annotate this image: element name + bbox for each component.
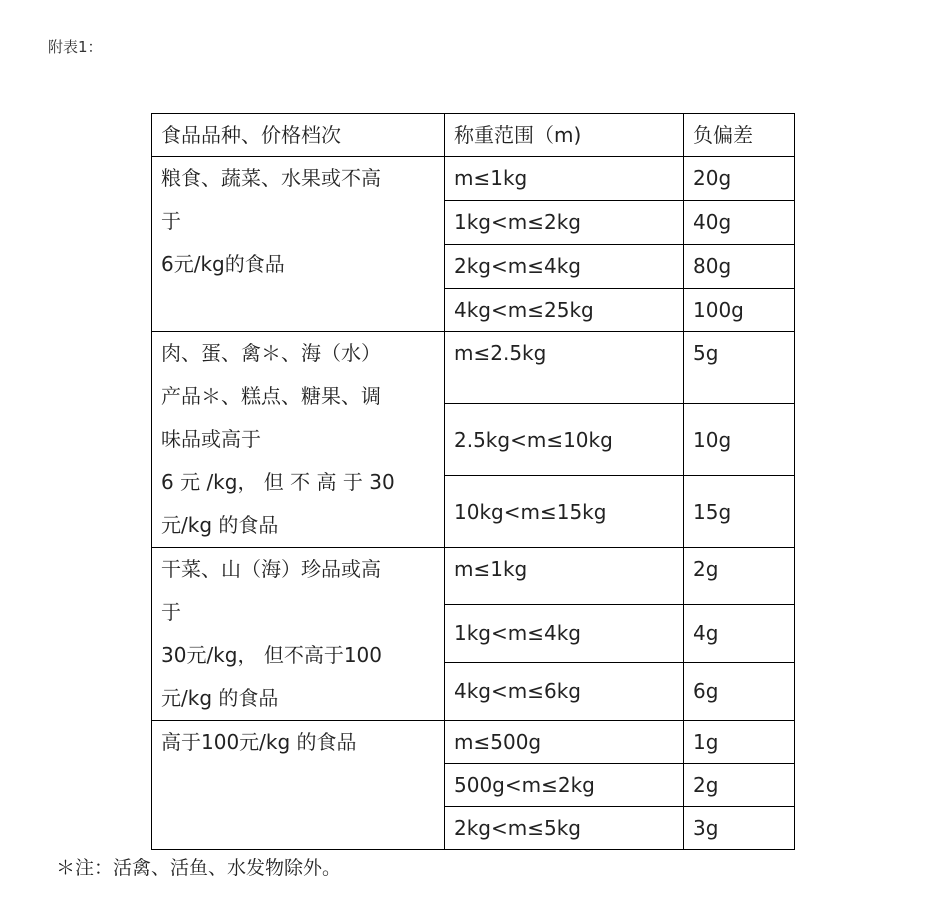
deviation-cell: 5g <box>684 332 795 404</box>
range-cell: m≤1kg <box>445 548 684 605</box>
range-cell: 4kg<m≤6kg <box>445 662 684 720</box>
header-range: 称重范围（m) <box>445 114 684 157</box>
category-line: 于 <box>161 209 181 233</box>
category-line: 粮食、蔬菜、水果或不高 <box>161 166 381 190</box>
category-cell <box>152 332 445 548</box>
deviation-cell: 4g <box>684 604 795 662</box>
deviation-cell: 2g <box>684 764 795 807</box>
deviation-cell: 10g <box>684 404 795 476</box>
category-line: 味品或高于 <box>161 427 261 451</box>
deviation-cell: 100g <box>684 289 795 332</box>
table-row <box>152 157 795 201</box>
range-cell: m≤2.5kg <box>445 332 684 404</box>
footnote: ＊注：活禽、活鱼、水发物除外。 <box>56 857 342 879</box>
range-cell: 2kg<m≤4kg <box>445 245 684 289</box>
table-header-row <box>152 114 795 157</box>
range-cell: 500g<m≤2kg <box>445 764 684 807</box>
category-line: 30元/kg， 但不高于100 <box>161 643 382 667</box>
category-line: 元/kg 的食品 <box>161 686 279 710</box>
range-cell: 1kg<m≤2kg <box>445 201 684 245</box>
range-cell: m≤1kg <box>445 157 684 201</box>
range-cell: 4kg<m≤25kg <box>445 289 684 332</box>
table-row <box>152 332 795 404</box>
category-line: 6 元 /kg， 但 不 高 于 30 <box>161 470 395 494</box>
deviation-table <box>151 113 795 850</box>
category-cell <box>152 157 445 332</box>
category-line: 高于100元/kg 的食品 <box>161 730 357 754</box>
deviation-cell: 1g <box>684 721 795 764</box>
range-cell: 2.5kg<m≤10kg <box>445 404 684 476</box>
range-cell: 2kg<m≤5kg <box>445 807 684 850</box>
deviation-cell: 6g <box>684 662 795 720</box>
range-cell: m≤500g <box>445 721 684 764</box>
category-cell <box>152 721 445 850</box>
deviation-cell: 2g <box>684 548 795 605</box>
header-deviation: 负偏差 <box>684 114 795 157</box>
deviation-cell: 40g <box>684 201 795 245</box>
table-row <box>152 721 795 764</box>
deviation-cell: 15g <box>684 476 795 548</box>
deviation-cell: 20g <box>684 157 795 201</box>
range-cell: 1kg<m≤4kg <box>445 604 684 662</box>
category-line: 于 <box>161 600 181 624</box>
category-line: 元/kg 的食品 <box>161 513 279 537</box>
category-cell <box>152 548 445 721</box>
deviation-cell: 3g <box>684 807 795 850</box>
range-cell: 10kg<m≤15kg <box>445 476 684 548</box>
category-line: 6元/kg的食品 <box>161 252 285 276</box>
table-row <box>152 548 795 605</box>
category-line: 干菜、山（海）珍品或高 <box>161 557 381 581</box>
category-line: 产品＊、糕点、糖果、调 <box>161 384 381 408</box>
table-caption: 附表1： <box>48 38 103 56</box>
header-category: 食品品种、价格档次 <box>152 114 445 157</box>
category-line: 肉、蛋、禽＊、海（水） <box>161 341 381 365</box>
deviation-cell: 80g <box>684 245 795 289</box>
